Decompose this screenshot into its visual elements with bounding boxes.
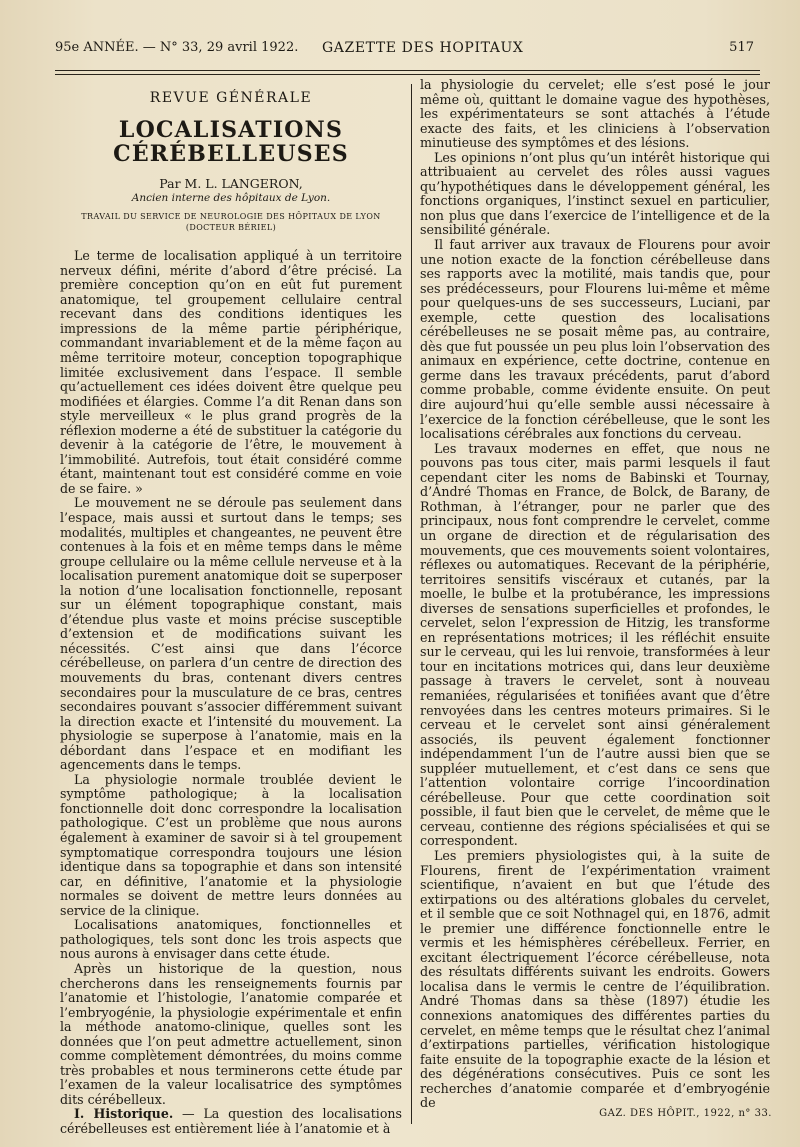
paragraph: Les opinions n’ont plus qu’un intérêt historique qui attribuaient au cervelet des rôles aussi vagues qu’hypothétiques dans le développement général, les fonctions organiques, l’instinct sexuel en particulier, non plus que dans l’exercice de l’intelligence et de la sensibilité générale. (420, 149, 770, 238)
section-title: REVUE GÉNÉRALE (149, 90, 313, 106)
paragraph: Il faut arriver aux travaux de Flourens pour avoir une notion exacte de la fonction cérébelleuse dans ses rapports avec la motilité, mais tandis que, pour ses prédécesseurs, pour Flourens lui-même et même pour quelques-uns de ses successeurs, Luciani, par exemple, cette question des localisations cérébelleuses ne se posait même pas, au contraire, dès que fut poussée un peu plus loin l’observation des animaux en expérience, cette doctrine, contenue en germe dans les travaux précédents, parut d’abord comme probable, comme évidente ensuite. On peut dire aujourd’hui qu’elle semble aussi nécessaire à l’exercice de la fonction cérébelleuse, que le sont les localisations cérébrales aux fonctions du cerveau. (420, 237, 770, 442)
history-heading: I. Historique. (74, 1106, 174, 1122)
paragraph: Les travaux modernes en effet, que nous ne pouvons pas tous citer, mais parmi lesquels il faut cependant citer les noms de Babinski et Tournay, d’André Thomas en France, de Bolck, de Barany, de Rothman, à l’étranger, pour ne parler que des principaux, nous font comprendre le cervelet, comme un organe de direction et de régularisation des mouvements, que ces mouvements soient volontaires, réflexes ou automatiques. Recevant de la périphérie, territoires sensitifs viscéraux et cutanés, par la moelle, le bulbe et la protubérance, les impressions diverses de sensations superficielles et profondes, le cervelet, selon l’expression de Hitzig, les transforme en représentations motrices; il les réfléchit ensuite sur le cerveau, qui les lui renvoie, transformées à leur tour en incitations motrices qui, dans leur deuxième passage à travers le cervelet, sont à nouveau remaniées, régularisées et tonifiées avant que d’être renvoyées dans les centres moteurs primaires. Si le cerveau et le cervelet sont ainsi généralement associés, ils peuvent également fonctionner indépendamment l’un de l’autre aussi bien que se suppléer mutuellement, et c’est dans ce sens que l’attention volontaire corrige l’incoordination cérébelleuse. Pour que cette coordination soit possible, il faut bien que le cervelet, de même que le cerveau, contienne des régions spécialisées et qui se correspondent. (420, 440, 770, 849)
column-divider (411, 84, 412, 1124)
author-title: Ancien interne des hôpitaux de Lyon. (131, 192, 331, 205)
right-column (420, 78, 770, 1111)
work-attribution (60, 212, 402, 233)
paragraph: Localisations anatomiques, fonctionnelles et pathologiques, tels sont donc les trois aspects que nous aurons à envisager dans cette étude. (60, 917, 402, 962)
article-title: LOCALISATIONS CÉRÉBELLEUSES (113, 117, 349, 168)
journal-name: GAZETTE DES HOPITAUX (322, 40, 524, 56)
author-name: Par M. L. LANGERON, (159, 176, 303, 192)
work-line-1: TRAVAIL DU SERVICE DE NEUROLOGIE DES HÔPITAUX DE LYON (81, 212, 381, 222)
paragraph: La physiologie normale troublée devient le symptôme pathologique; à la localisation fonctionnelle doit donc correspondre la localisation pathologique. C’est un problème que nous aurons également à examiner de savoir si à tel groupement symptomatique correspondra toujours une lésion identique dans sa topographie et dans son intensité car, en définitive, l’anatomie et la physiologie normales se doivent de mettre leurs données au service de la clinique. (60, 771, 402, 918)
paragraph: Le mouvement ne se déroule pas seulement dans l’espace, mais aussi et surtout dans le temps; ses modalités, multiples et changeantes, ne peuvent être contenues à la fois et en même temps dans le même groupe cellulaire ou la même cellule nerveuse et à la localisation purement anatomique doit se superposer la notion d’une localisation fonctionnelle, reposant sur un élément topographique constant, mais d’étendue plus vaste et moins précise susceptible d’extension et de modifications suivant les nécessités. C’est ainsi que dans l’écorce cérébelleuse, on parlera d’un centre de direction des mouvements du bras, contenant divers centres secondaires pour la musculature de ce bras, centres secondaires pouvant s’associer différemment suivant la direction exacte et l’intensité du mouvement. La physiologie se superpose à l’anatomie, mais en la débordant dans l’espace et en modifiant les agencements dans le temps. (60, 495, 402, 773)
header-rule (55, 70, 760, 71)
paragraph: Les premiers physiologistes qui, à la suite de Flourens, firent de l’expérimentation vraiment scientifique, n’avaient en but que l’étude des extirpations ou des altérations globales du cervelet, et il semble que ce soit Nothnagel qui, en 1876, admit le premier une différence fonctionnelle entre le vermis et les hémisphères cérébelleux. Ferrier, en excitant électriquement l’écorce cérébelleuse, nota des résultats différents suivant les endroits. Gowers localisa dans le vermis le centre de l’équilibration. André Thomas dans sa thèse (1897) étudie les connexions anatomiques des différentes parties du cervelet, en même temps que le résultat chez l’animal d’extirpations partielles, vérification histologique faite ensuite de la topographie exacte de la lésion et des dégénérations consécutives. Puis ce sont les recherches d’anatomie comparée et d’embryogénie de (420, 847, 770, 1111)
paragraph: la physiologie du cervelet; elle s’est posé le jour même où, quittant le domaine vague des hypothèses, les expérimentateurs se sont attachés à l’étude exacte des faits, et les cliniciens à l’observation minutieuse des symptômes et des lésions. (420, 77, 770, 151)
work-line-2: (DOCTEUR BÉRIEL) (185, 222, 277, 232)
paragraph: Le terme de localisation appliqué à un territoire nerveux défini, mérite d’abord d’être précisé. La première conception qu’on en eût fut purement anatomique, tel groupement cellulaire central recevant dans des conditions identiques les impressions de la même partie périphérique, commandant invariablement et de la même façon au même territoire moteur, conception topographique limitée exclusivement dans l’espace. Il semble qu’actuellement ces idées doivent être quelque peu modifiées et élargies. Comme l’a dit Renan dans son style merveilleux « le plus grand progrès de la réflexion moderne a été de substituer la catégorie du devenir à la catégorie de l’être, le mouvement à l’immobilité. Autrefois, tout était considéré comme étant, maintenant tout est considéré comme en voie de se faire. » (60, 248, 402, 496)
issue-line: 95e ANNÉE. — N° 33, 29 avril 1922. (55, 40, 299, 55)
paragraph: Après un historique de la question, nous chercherons dans les renseignements fournis par l’anatomie et l’histologie, l’anatomie comparée et l’embryogénie, la physiologie expérimentale et enfin la méthode anatomo-clinique, quelles sont les données que l’on peut admettre actuellement, sinon comme complètement démontrées, du moins comme très probables et nous terminerons cette étude par l’examen de la valeur localisatrice des symptômes dits cérébelleux. (60, 960, 402, 1107)
page-number: 517 (729, 40, 754, 55)
left-column (60, 84, 402, 1137)
footer-citation: GAZ. DES HÔPIT., 1922, n° 33. (599, 1108, 772, 1119)
history-paragraph (60, 1107, 402, 1136)
header-rule-secondary (55, 74, 760, 75)
history-text: — La question des localisations cérébelleuses est entièrement liée à l’anatomie et à (60, 1106, 402, 1136)
